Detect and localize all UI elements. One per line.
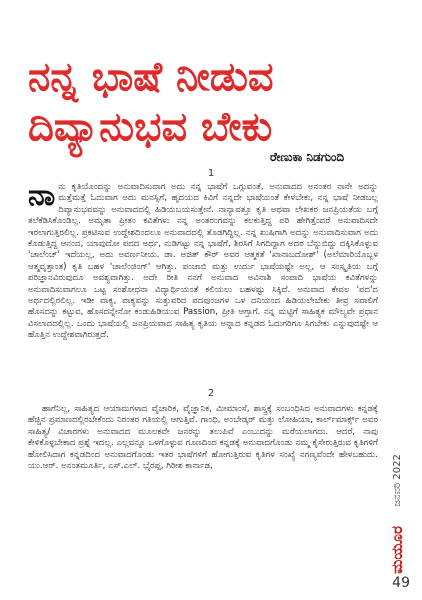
section-1-paragraph [28, 182, 378, 386]
magazine-name: ಮಯೂರ [388, 526, 406, 574]
article-author: ರೇಣುಕಾ ನಿಡಗುಂದಿ [270, 150, 345, 164]
page-number: 49 [392, 575, 410, 591]
section-2-text: ಹಾಗೆನಿಲ್ಲ, ಸಾಹಿತ್ಯದ ಆಯಾಮಗಳಾದ ವೈಚಾರಿಕ, ವೈಜ್ಞಾನಿಕ, ಮೀಮಾಂಸೆ, ಶಾಸ್ತ್ರಕ್ಕೆ ಸಂಬಂಧಿಸಿದ ಅನುವಾದಗಳು ಕನ್ನಡಕ್ಕೆ ಹೆಚ್ಚಿನ ಪ್ರಮಾಣದಲ್ಲಿರಬೇಕೆಂದು ನಿರಂತರ ಗತಿಯಲ್ಲಿ ಆಗುತ್ತಿವೆ. ಗಾಂಧಿ, ಅಂಬೇಡ್ಕರ್ ಮತ್ತು ಲೋಹಿಯಾ, ಕಾರ್ಲ್‌ಮಾರ್ಕ್ಸ್ ಅವರ ಸಾಹಿತ್ಯ/ ವಿಚಾರಗಳು ಅನುವಾದದ ಮೂಲಕವೇ ಜನರನ್ನು ತಲುಪಿವೆ ಎಂಬುದನ್ನು ಮರೆಯಲಾಗದು. ಆದರೆ, ನಾವು ಕೇಳಿಕೊಳ್ಳಬೇಕಾದ ಪ್ರಶ್ನೆ ಇದಲ್ಲ. ಎಲ್ಲವನ್ನೂ ಒಳಗೊಳ್ಳುವ ಗೂಣದಿಂದ ಕನ್ನಡಕ್ಕೆ ಅನುವಾದಗೊಂಡು ನಮ್ಮ ಕೈಸೇರುತ್ತಿರುವ ಕೃತಿಗಳಿಗೆ ಹೋಲಿಸಿದಾಗ ಕನ್ನಡದಿಂದ ಅನುವಾದಗೊಂಡು ಇತರ ಭಾಷೆಗಳಿಗೆ ಹೋಗುತ್ತಿರುವ ಕೃತಿಗಳ ಸಂಖ್ಯೆ ನಗಣ್ಯವೆಂದೇ ಹೇಳಬಹುದು. ಯು.ಆರ್. ಅನಂತಮೂರ್ತಿ, ಎಸ್.ಎಲ್. ಭೈರಪ್ಪ, ಗಿರೀಶ ಕಾರ್ನಾಡ, [28, 404, 378, 472]
section-1-text: ನು ಕೃತಿಯೊಂದನ್ನು ಅನುವಾದಿಸುವಾಗ ಅದು ನನ್ನ ಭಾಷೆಗೆ ಒಗ್ಗುವಂತೆ, ಅನುವಾದದ ಅನಂತರ ನಾನೇ ಅದನ್ನು ಮತ್ತೆಮತ್ತೆ ಓದುವಾಗ ಅದು ಮನಸ್ಸಿಗೆ, ಹೃದಯದ ಕಿವಿಗೆ ನನ್ನದೇ ಭಾಷೆಯಂತೆ ಕೇಳಬೇಕು, ನನ್ನ ಭಾಷೆ ನೀಡಬಲ್ಲ ದಿವ್ಯಾನುಭವವನ್ನು ಅನುವಾದದಲ್ಲಿ ಹಿಡಿಯಬಯಸುತ್ತೇನೆ. ನಾನ್ಯಾವತ್ತೂ ಕೃತಿ ಅಥವಾ ಲೇಖಕರ ಜನಪ್ರಿಯತೆಯ ಬಗ್ಗೆ ತಲೆಕೆಡಿಸಿಕೊಂಡಿಲ್ಲ. ಅಮೃತಾ ಪ್ರೀತಂ ಕವಿತೆಗಳು ನನ್ನ ಅಂತರಂಗವನ್ನು ಕಲಕುತ್ತಿದ್ದ ಪರಿ ಹೇಗಿತ್ತೆಂದರೆ ಅನುವಾದಿಸದೇ ಇರಲಾಗುತ್ತಿರಲಿಲ್ಲ. ಪ್ರಕಟಿಸುವ ಉದ್ದೇಶದಿಂದಲೂ ಅನುವಾದದಲ್ಲಿ ತೊಡಗಿದ್ದಿಲ್ಲ. ನನ್ನ ಖುಷಿಗಾಗಿ ಅದನ್ನು ಅನುವಾದಿಸುವಾಗ ಅದು ಕೊಡುತ್ತಿದ್ದ ಆನಂದ, ಯಾವುದೋ ಪದದ ಅರ್ಥ, ನುಡಿಗಟ್ಟು ನನ್ನ ಭಾಷೆಗೆ, ಶಿರಸಿಗೆ ಸಿಗದಿದ್ದಾಗ ಅದರ ಬೆನ್ನುಬಿದ್ದು ದಕ್ಕಿಸಿಕೊಳ್ಳುವ 'ಚಾಲೆಂಜ್' ಇದೆಯಲ್ಲ, ಅದು ಅವರ್ಣನೀಯ. ಡಾ. ಅಜಿತ್ ಕೌರ್ ಅವರ ಆತ್ಮಕತೆ 'ಖಾನಾಬದೋಶ್' (ಅಲೆಮಾರಿಯೊಬ್ಬಳ ಆತ್ಮವೃತ್ತಾಂತ) ಕೃತಿ ಬಹಳ 'ಚಾಲೆಂಜಿಂಗ್' ಆಗಿತ್ತು. ಪಂಜಾಬಿ ಮತ್ತು ಉರ್ದು ಭಾಷೆಯಷ್ಟೇ ಅಲ್ಲ, ಆ ಸಂಸ್ಕೃತಿಯ ಬಗ್ಗೆ ಪರಿಜ್ಞಾನವಿರುವುದೂ ಅವಶ್ಯವಾಗಿತ್ತು. ಅದೇ ರೀತಿ ನನಗೆ ಅನುವಾದ ಅವಿನಾಶಿ ಸಂಪಾದಿ ಭಾಷೆಯ ಕವಿತೆಗಳನ್ನು ಅನುವಾದಿಸುವಾಗಲೂ ಒಟ್ಟ ಸಂಶೋಧನಾ ವಿದ್ಯಾರ್ಥಿಯಂತೆ ಕಲಿಯಲು ಬಹಳಷ್ಟು ಸಿಕ್ಕಿದೆ. ಅನುವಾದ ಕೇವಲ 'ಪದ'ದ ಅರ್ಥದಲ್ಲಿರಲಿಲ್ಲ. ಇಡೀ ವಾಕ್ಯ, ವಾಕ್ಯವನ್ನು ಸುತ್ತುವರಿದ ಪದಪುಂಜಗಳ ಒಳ ದನಿಯಂದ ಹಿಡಿಯಲೇಬೇಕು ತೀವ್ರ ಸವಾಲಿಗೆ ಹೊಸದನ್ನು ಕಟ್ಟುವ, ಹೊಸದನ್ನೇನೋ ಕಂಡುಹಿಡಿಯುವ Passion, ಪ್ರೀತಿ ಆಗ್ತಾಗೆ. ನನ್ನ ಮಟ್ಟಿಗೆ ಸಾಹಿತ್ಯಕ ಮೌಲ್ಯವೇ ಪ್ರಧಾನ ವಿಸಲಾದದಲ್ಲಿಲ್ಲ. ಒಂದು ಭಾಷೆಯಲ್ಲಿ ಜನಪ್ರಿಯವಾದ ಸಾಹಿತ್ಯ ಕೃತಿಯ ಅನ್ನಾದ ಕನ್ನಡದ ಓದುಗರಿಗೂ ಸಿಗಬೇಕು ಎನ್ನುವುದಷ್ಟೇ ಆ ಹೊತ್ತಿನ ಉದ್ದೇಶವಾಗಿರುತ್ತದೆ. [28, 182, 378, 341]
drop-cap: ನಾ [28, 182, 56, 213]
article-title: ನನ್ನ ಭಾಷೆ ನೀಡುವ ದಿವ್ಯಾನುಭವ ಬೇಕು [28, 54, 274, 150]
section-number: 2 [207, 388, 215, 399]
issue-date: ಜನವರಿ 2022 [391, 453, 403, 507]
section-number: 1 [207, 168, 215, 179]
